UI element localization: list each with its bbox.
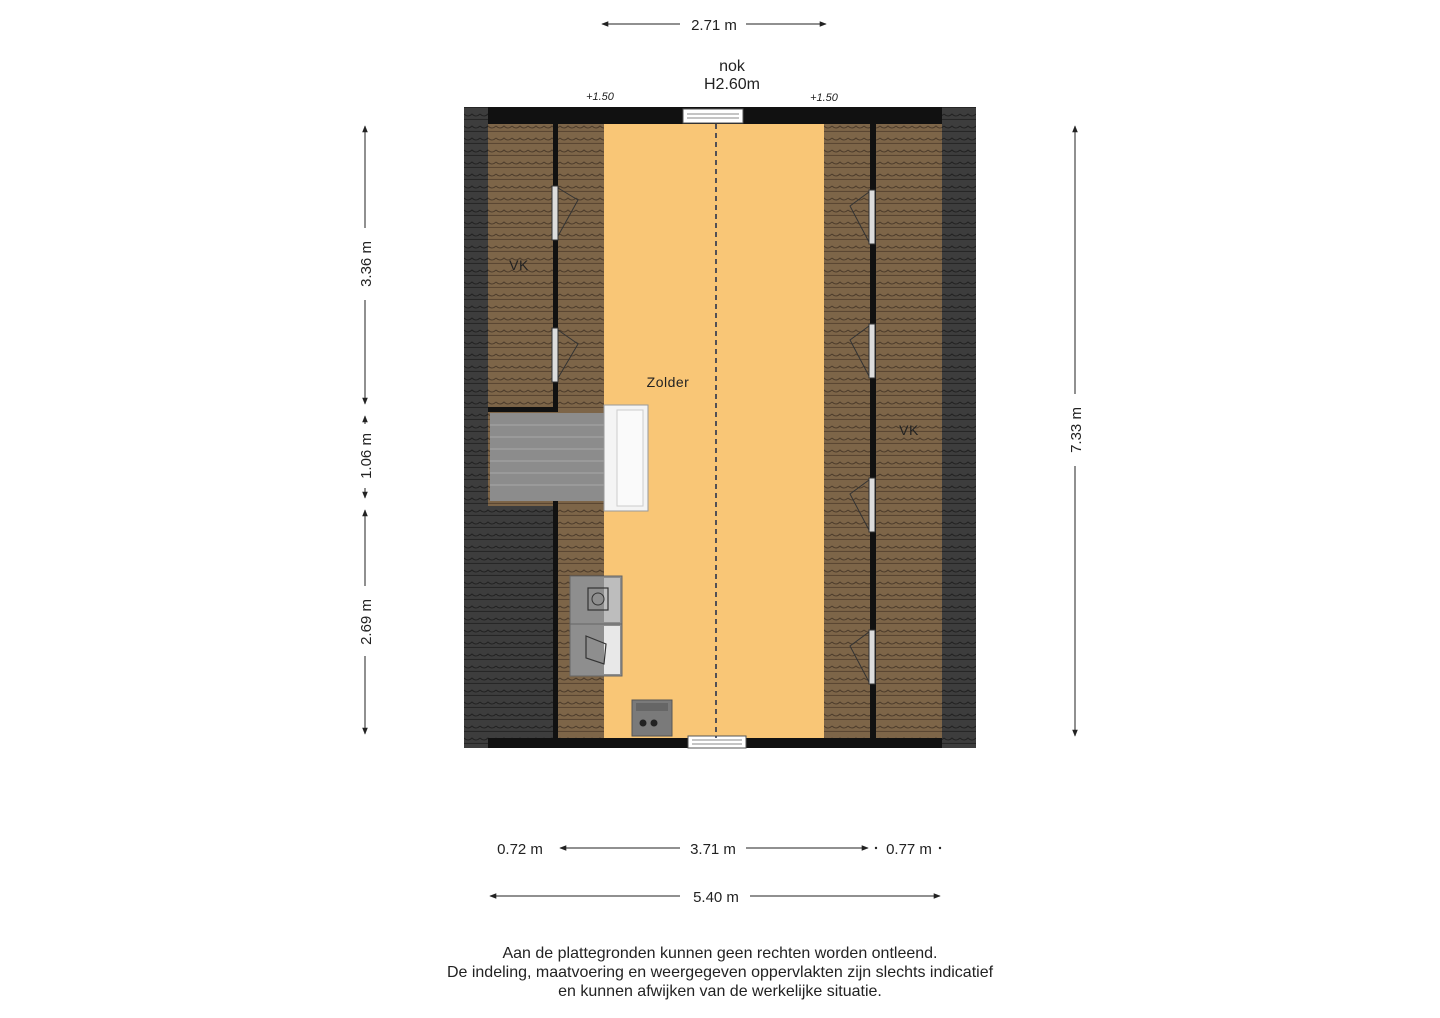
outer-wall-right	[942, 107, 976, 748]
staircase	[490, 405, 648, 511]
disclaimer-line-3: en kunnen afwijken van de werkelijke situatie.	[558, 983, 882, 1000]
roof-tiles-right	[824, 124, 942, 738]
room-label-zolder: Zolder	[646, 374, 690, 390]
dimension-left-lower	[358, 510, 375, 734]
dimension-bottom-total	[490, 889, 940, 906]
svg-text:3.36 m: 3.36 m	[358, 241, 375, 287]
dimension-bottom-row	[497, 841, 941, 858]
svg-text:0.77 m: 0.77 m	[886, 841, 932, 858]
svg-text:2.71 m: 2.71 m	[691, 17, 737, 34]
window-bottom	[688, 736, 746, 748]
ridge-label: nok	[719, 58, 745, 75]
disclaimer-line-2: De indeling, maatvoering en weergegeven oppervlakten zijn slechts indicatief	[446, 964, 994, 981]
svg-text:5.40 m: 5.40 m	[693, 889, 739, 906]
window-top	[683, 109, 743, 123]
dimension-right	[1068, 126, 1085, 736]
elevation-right: +1.50	[810, 92, 838, 104]
dimension-top	[602, 17, 826, 34]
svg-text:7.33 m: 7.33 m	[1068, 407, 1085, 453]
knee-wall-left-lower	[553, 500, 558, 738]
svg-text:0.72 m: 0.72 m	[497, 841, 543, 858]
washing-machine	[570, 576, 622, 624]
room-label-vk-right: VK	[899, 422, 919, 438]
room-label-vk-left: VK	[509, 257, 529, 273]
disclaimer	[320, 944, 1120, 1001]
disclaimer-line-1: Aan de plattegronden kunnen geen rechten worden ontleend.	[502, 945, 938, 962]
elevation-left: +1.50	[586, 91, 614, 103]
knee-wall-left-step	[488, 407, 558, 412]
svg-text:2.69 m: 2.69 m	[358, 599, 375, 645]
svg-text:3.71 m: 3.71 m	[690, 841, 736, 858]
dimension-left-middle	[358, 416, 375, 498]
dimension-left-upper	[358, 126, 375, 404]
boiler	[632, 700, 672, 736]
svg-text:1.06 m: 1.06 m	[358, 433, 375, 479]
ridge-height: H2.60m	[703, 76, 761, 93]
dryer	[570, 624, 622, 676]
outer-wall-left	[464, 107, 488, 748]
